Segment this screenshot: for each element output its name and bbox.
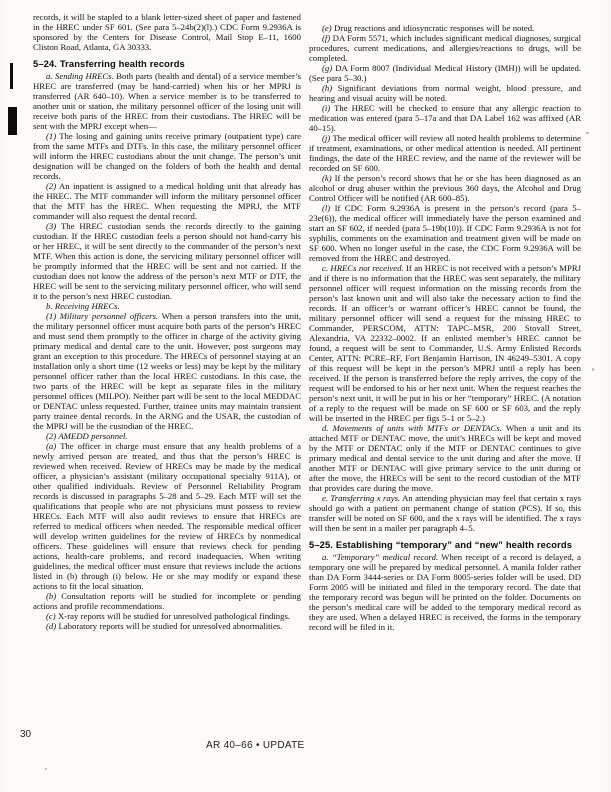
paragraph-label: (f) (322, 33, 331, 43)
paragraph: (c) X-ray reports will be studied for unresolved pathological findings. (46, 611, 291, 621)
paragraph: (a) The officer in charge must ensure that any health problems of a newly arrived person are treated, and thus that the person’s HREC is reviewed when received. Review of HRECs may be made by the medical officer, a physician’s assistant (military occupational specialty 911A), or other qualified individuals. Review of Personnel Reliability Program records is discussed in paragraphs 5–28 and 5–29. Each MTF will set the qualifications that people who are not physicians must possess to review HRECs. Each MTF will also audit reviews to ensure that HRECs are referred to medical officers when needed. The responsible medical officer will develop written guidelines for the review of HRECs by nonmedical officers. These guidelines will ensure that reviews check for pending actions, health-care problems, and record inadequacies. When writing guidelines, the medical officer must ensure that reviews include the actions listed in (b) through (i) below. He or she may modify or expand these actions to fit the local situation. (33, 441, 301, 591)
paragraph: (f) DA Form 5571, which includes significant medical diagnoses, surgical procedures, current medications, and allergies/reactions to drugs, will be completed. (309, 33, 581, 63)
paragraph: a. “Temporary” medical record. When receipt of a record is delayed, a temporary one will be prepared by medical personnel. A manila folder rather than DA Form 3444-series or DA Form 8005-series folder will be used. DD Form 2005 will be initiated and filed in the temporary record. The date that the temporary record was begun will be printed on the folder. Documents on the person’s medical care will be added to the temporary medical record as they are used. When a delayed HREC is received, the forms in the temporary record will be filed in it. (309, 552, 582, 632)
paragraph-label: (b) (46, 591, 57, 601)
paragraph-label: (a) (46, 441, 57, 451)
paragraph-label: (d) (46, 621, 57, 631)
paragraph: (g) DA Form 8007 (Individual Medical History (IMH)) will be updated. (See para 5–30.) (309, 63, 581, 83)
paragraph-label: (1) (46, 131, 57, 141)
paragraph-label: (k) (322, 173, 332, 183)
paragraph-label: (i) (322, 103, 331, 113)
paragraph: records, it will be stapled to a blank letter-sized sheet of paper and fastened in the HREC under SF 601. (See para 5–24b(2)(l).) CDC Form 9.2936A is sponsored by the Centers for Disease Control, Mail Stop E–11, 1600 Cliston Road, Atlanta, GA 30333. (33, 12, 301, 52)
paragraph-label: (g) (322, 63, 333, 73)
paragraph: (d) Laboratory reports will be studied for unresolved abnormalities. (46, 621, 283, 631)
paragraph: a. Sending HRECs. Both parts (health and dental) of a service member’s HREC are transferred (may be hand-carried) when his or her MPRJ is transferred (AR 640–10). When a service member is to be transferred to another unit or station, the military personnel officer of the losing unit will receive both parts of the HREC from their custodians. The HREC will be sent with the MPRJ except when— (33, 71, 302, 131)
paragraph-label: (c) (46, 611, 56, 621)
scan-artifact (592, 368, 594, 371)
section-heading: 5–25. Establishing “temporary” and “new” health records (309, 539, 573, 550)
paragraph (33, 301, 301, 311)
footer-regulation-title: AR 40–66 • UPDATE (206, 740, 305, 751)
paragraph-label: d. Movements of units with MTFs or DENTACs. (322, 423, 502, 433)
paragraph: (2) An inpatient is assigned to a medical holding unit that already has the HREC. The MTF commander will inform the military personnel officer that the MTF has the HREC. When requesting the MPRJ, the MTF commander will also request the dental record. (33, 181, 301, 221)
scan-artifact (45, 768, 47, 770)
paragraph: e. Transferring x rays. An attending physician may feel that certain x rays should go with a patient on permanent change of station (PCS). If so, this transfer will be noted on SF 600, and the x rays will be identified. The x rays will then be sent in a mailer per paragraph 4–5. (309, 493, 581, 533)
paragraph: (1) Military personnel officers. When a person transfers into the unit, the military personnel officer must acquire both parts of the person’s HREC and must send them promptly to the officer in charge of the activity giving primary medical and dental care to the unit. However, post surgeons may grant an exception to this procedure. The HRECs of personnel staying at an installation only a short time (12 weeks or less) may be kept by the military personnel officer rather than the local HREC custodians. In this case, the two parts of the HREC will be kept as separate files in the military personnel offices (MILPO). Neither part will be sent to the local MEDDAC or DENTAC unless requested. Further, trainee units may maintain transient party trainee dental records. In the ARNG and the USAR, the custodian of the MPRJ will be the custodian of the HREC. (33, 311, 301, 431)
paragraph: d. Movements of units with MTFs or DENTACs. When a unit and its attached MTF or DENTAC move, the unit’s HRECs will be kept and moved by the MTF or DENTAC only if the MTF or DENTAC continues to give primary medical and dental service to the unit during and after the move. If another MTF or DENTAC will give primary service to the unit during or after the move, the HRECs will be sent to the record custodian of the MTF that provides care during the move. (309, 423, 581, 493)
paragraph: c. HRECs not received. If an HREC is not received with a person’s MPRJ and if there is no information that the HREC was sent separately, the military personnel officer will request information on the missing records from the person’s last known unit and will also take the necessary action to find the records. If an officer’s or warrant officer’s HREC cannot be found, the military personnel officer will send a request for the missing HREC to Commander, PERSCOM, ATTN: TAPC–MSR, 200 Stovall Street, Alexandria, VA 22332–0002. If an enlisted member’s HREC cannot be found, a request will be sent to Commander, U.S. Army Enlisted Records Center, ATTN: PCRE–RF, Fort Benjamin Harrison, IN 46249–5301. A copy of this request will be kept in the person’s MPRJ until a reply has been received. If the person is transferred before the reply arrives, the copy of the request will be endorsed to his or her next unit. When the request reaches the person’s next unit, it will be put in his or her “temporary” HREC. (A notation of a reply to the request will be made on SF 600 or SF 603, and the reply will be inserted in the HREC per figs 5–1 or 5–2.) (309, 263, 581, 423)
paragraph-label: (h) (322, 83, 333, 93)
paragraph: (l) If CDC Form 9.2936A is present in the person’s record (para 5–23e(6)), the medical officer will immediately have the person examined and start an SF 602, if needed (para 5–19b(10)). If CDC Form 9.2936A is not for syphilis, comments on the examination and treatment given will be made on SF 600. When no longer useful in the case, the CDC Form 9.2936A will be removed from the HREC and destroyed. (309, 203, 581, 263)
paragraph-label: e. Transferring x rays. (322, 493, 401, 503)
paragraph (33, 431, 301, 441)
paragraph: (1) The losing and gaining units receive primary (outpatient type) care from the same MTFs and DTFs. In this case, the military personnel officer will inform the HREC custodians about the unit change. The person’s unit designation will be changed on the folders of both the health and dental records. (33, 131, 301, 181)
paragraph-label: (l) (322, 203, 331, 213)
paragraph-label: c. HRECs not received. (322, 263, 404, 273)
paragraph-label: (e) (322, 23, 332, 33)
paragraph: (h) Significant deviations from normal weight, blood pressure, and hearing and visual acuity will be noted. (309, 83, 581, 103)
paragraph: (i) The HREC will be checked to ensure that any allergic reaction to medication was entered (para 5–17a and that DA Label 162 was affixed (AR 40–15). (309, 103, 581, 133)
paragraph-label: a. Sending HRECs. (46, 71, 114, 81)
paragraph-label: (1) Military personnel officers. (46, 311, 159, 321)
paragraph-label: (j) (322, 133, 331, 143)
paragraph: (k) If the person’s record shows that he or she has been diagnosed as an alcohol or drug abuser within the previous 360 days, the Alcohol and Drug Control Officer will be notified (AR 600–85). (309, 173, 581, 203)
paragraph-label: b. Receiving HRECs. (46, 301, 120, 311)
revision-bar-icon (10, 63, 13, 89)
revision-bar-icon (8, 107, 17, 135)
paragraph-label: a. “Temporary” medical record. (322, 552, 439, 562)
paragraph: (j) The medical officer will review all noted health problems to determine if treatment, examinations, or other medical attention is needed. All pertinent findings, the date of the HREC review, and the name of the reviewer will be recorded on SF 600. (309, 133, 581, 173)
paragraph: (e) Drug reactions and idiosyncratic responses will be noted. (322, 23, 535, 33)
right-text-column (309, 23, 581, 632)
paragraph: (b) Consultation reports will be studied for incomplete or pending actions and profile recommendations. (33, 591, 301, 611)
paragraph-label: (2) (46, 181, 57, 191)
paragraph-label: (2) AMEDD personnel. (46, 431, 128, 441)
page-number: 30 (20, 729, 32, 740)
paragraph: (3) The HREC custodian sends the records directly to the gaining custodian. If the HREC custodian feels a person should not hand-carry his or her HREC, it will be sent directly to the commander of the person’s next MTF. When this action is done, the servicing military personnel officer will be promptly informed that the HREC will be sent and not carried. If the custodian does not know the address of the person’s next MTF or DTF, the HREC will be sent to the servicing military personnel officer, who will send it to the person’s next HREC custodian. (33, 221, 301, 301)
left-text-column (33, 12, 301, 631)
section-heading: 5–24. Transferring health records (33, 58, 185, 69)
paragraph-label: (3) (46, 221, 57, 231)
scan-artifact (586, 132, 589, 134)
